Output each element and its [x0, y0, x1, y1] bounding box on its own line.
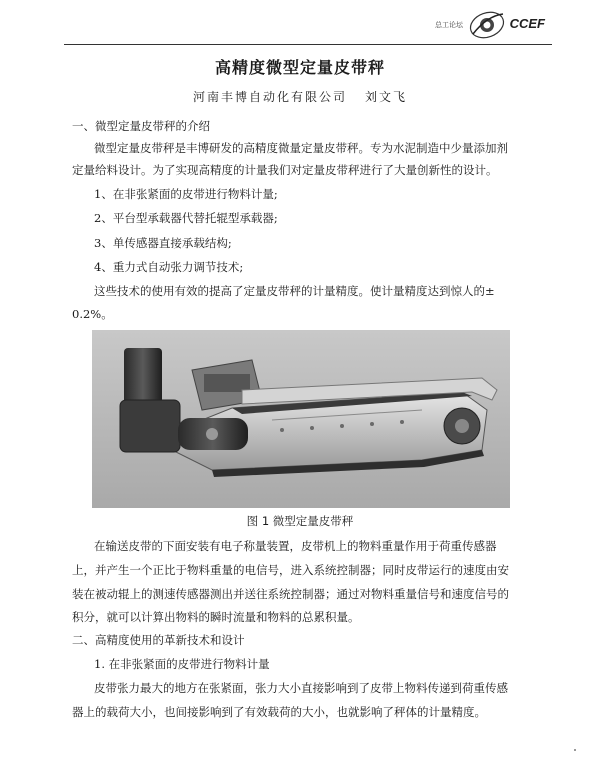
section1-heading: 一、微型定量皮带秤的介绍	[72, 119, 210, 133]
author-name: 刘文飞	[365, 90, 408, 104]
para3-line4: 积分，就可以计算出物料的瞬时流量和物料的总累积量。	[72, 610, 360, 624]
list-item: 2、平台型承载器代替托辊型承载器;	[94, 211, 278, 225]
belt-weigher-image	[92, 330, 510, 508]
section2-para-line2: 器上的载荷大小，也间接影响到了有效载荷的大小，也就影响了秤体的计量精度。	[72, 705, 486, 719]
section2-para-line1: 皮带张力最大的地方在张紧面，张力大小直接影响到了皮带上物料传递到荷重传感	[94, 681, 508, 695]
section2-heading: 二、高精度使用的革新技术和设计	[72, 633, 245, 647]
section1-para2-line1: 这些技术的使用有效的提高了定量皮带秤的计量精度。使计量精度达到惊人的±	[94, 284, 495, 298]
list-item: 1、在非张紧面的皮带进行物料计量;	[94, 187, 278, 201]
ccef-logo	[425, 6, 545, 44]
section1-para2-line2: 0.2%。	[72, 307, 113, 321]
paper-title: 高精度微型定量皮带秤	[214, 58, 385, 77]
logo-text: CCEF	[509, 16, 545, 31]
figure-caption: 图 1 微型定量皮带秤	[246, 514, 354, 528]
para3-line1: 在输送皮带的下面安装有电子称量装置，皮带机上的物料重量作用于荷重传感器	[94, 539, 497, 553]
section1-para1-line2: 定量给料设计。为了实现高精度的计量我们对定量皮带秤进行了大量创新性的设计。	[72, 163, 498, 177]
list-item: 3、单传感器直接承载结构;	[94, 236, 232, 250]
para3-line2: 上，并产生一个正比于物料重量的电信号，进入系统控制器；同时皮带运行的速度由安	[72, 563, 509, 577]
para3-line3: 装在被动辊上的测速传感器测出并送往系统控制器；通过对物料重量信号和速度信号的	[72, 587, 509, 601]
section1-para1-line1: 微型定量皮带秤是丰博研发的高精度微量定量皮带秤。专为水泥制造中少量添加剂	[94, 141, 508, 155]
logo-subtitle: 总工论坛	[435, 22, 463, 29]
header-divider	[64, 44, 552, 45]
section2-subheading: 1. 在非张紧面的皮带进行物料计量	[94, 657, 270, 671]
ccef-emblem-icon	[467, 8, 507, 42]
scan-speck	[574, 749, 576, 751]
list-item: 4、重力式自动张力调节技术;	[94, 260, 244, 274]
author-line	[0, 88, 600, 105]
affiliation: 河南丰博自动化有限公司	[192, 90, 347, 104]
